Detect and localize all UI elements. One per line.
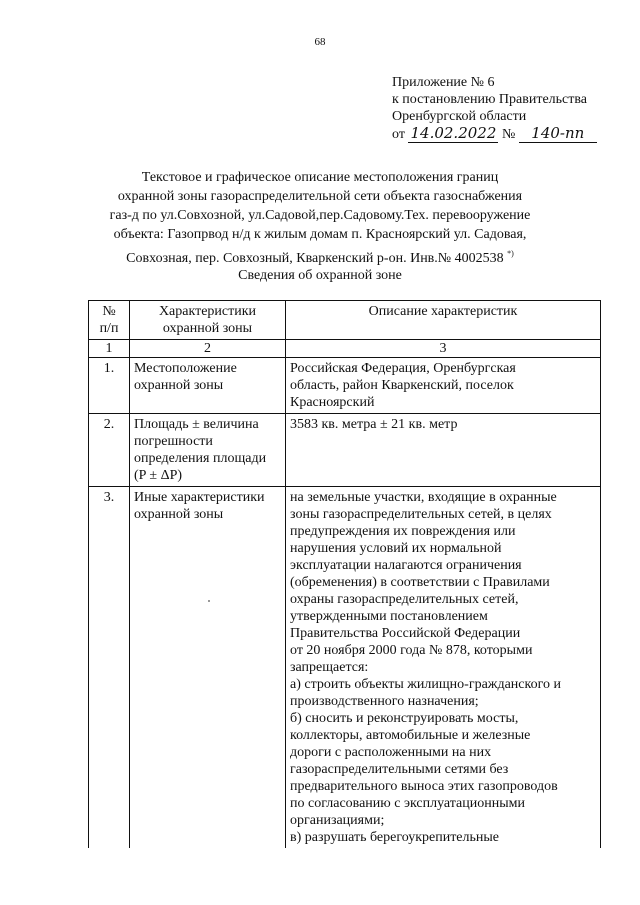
row-description-cell-line: на земельные участки, входящие в охранные [290,490,557,505]
title-line: охранной зоны газораспределительной сети объекта газоснабжения [117,189,523,204]
table-row [89,414,601,487]
appendix-header [392,74,597,143]
row-characteristic-cell-line: Иные характеристики [134,490,265,505]
row-characteristic-cell-line: определения площади [134,451,267,466]
handwritten-date: 14.02.2022 [408,125,498,143]
row-characteristic-cell [130,487,286,849]
table-header-row [89,301,601,340]
row-description-cell-line: нарушения условий их нормальной [290,541,502,556]
document-title [80,168,560,268]
row-number-cell [89,358,130,414]
appendix-line: Оренбургской области [392,109,527,124]
column-number-cell [130,340,286,358]
row-description-cell-line: газораспределительными сетями без [290,762,509,777]
footnote-mark: *) [507,249,514,258]
appendix-date-number-line [392,125,597,143]
table-column-numbers-row [89,340,601,358]
from-label: от [392,127,405,142]
header-cell-number [89,301,130,340]
row-description-cell-line: организациями; [290,813,385,828]
header-cell-characteristic-line: охранной зоны [162,321,253,336]
row-characteristic-cell [130,414,286,487]
title-line-last [80,244,560,268]
row-description-cell-line: запрещается: [290,660,369,675]
handwritten-number: 140-пп [519,125,597,143]
column-number-cell-line: 1 [105,341,113,356]
appendix-line: Приложение № 6 [392,75,495,90]
row-number-cell-line: 1. [103,361,115,376]
row-description-cell-line: от 20 ноября 2000 года № 878, которыми [290,643,533,658]
title-line: объекта: Газопрвод н/д к жилым домам п. Красноярский ул. Садовая, [113,227,527,242]
header-cell-description-line: Описание характеристик [368,304,518,319]
row-description-cell-line: Российская Федерация, Оренбургская [290,361,516,376]
row-number-cell [89,414,130,487]
row-description-cell-line: б) сносить и реконструировать мосты, [290,711,519,726]
row-characteristic-cell-line: погрешности [134,434,213,449]
row-description-cell-line: зоны газораспределительных сетей, в целях [290,507,552,522]
row-number-cell-line: 2. [103,417,115,432]
row-description-cell-line: коллекторы, автомобильные и железные [290,728,531,743]
title-line: газ-д по ул.Совхозной, ул.Садовой,пер.Садовому.Тех. перевооружение [109,208,531,223]
section-subtitle: Сведения об охранной зоне [238,268,402,283]
table-body [89,301,601,849]
header-cell-characteristic-line: Характеристики [158,304,257,319]
row-number-cell [89,487,130,849]
row-description-cell-line: охраны газораспределительных сетей, [290,592,519,607]
row-description-cell-line: 3583 кв. метра ± 21 кв. метр [290,417,458,432]
header-cell-number-line: п/п [99,321,119,336]
row-description-cell-line: производственного назначения; [290,694,479,709]
row-description-cell-line: утвержденными постановлением [290,609,488,624]
row-description-cell-line: (обременения) в соответствии с Правилами [290,575,550,590]
row-description-cell-line: Правительства Российской Федерации [290,626,521,641]
row-description-cell-line: дороги с расположенными на них [290,745,492,760]
row-description-cell-line: эксплуатации налагаются ограничения [290,558,522,573]
title-line-text: Совхозная, пер. Совхозный, Кваркенский р-он. Инв.№ 4002538 [126,251,504,266]
table-row [89,487,601,849]
row-description-cell-line: по согласованию с эксплуатационными [290,796,525,811]
row-characteristic-cell-line: охранной зоны [134,507,224,522]
header-cell-description [286,301,601,340]
row-description-cell-line: предварительного выноса этих газопроводов [290,779,558,794]
row-description-cell-line: область, район Кваркенский, поселок [290,378,514,393]
row-characteristic-cell-line: (P ± ΔP) [134,468,183,483]
number-label: № [501,127,516,142]
row-description-cell [286,414,601,487]
page-number: 68 [314,36,326,48]
title-line: Текстовое и графическое описание местоположения границ [141,170,499,185]
column-number-cell-line: 2 [204,341,211,356]
row-description-cell [286,358,601,414]
protection-zone-table [88,300,601,848]
column-number-cell-line: 3 [439,341,447,356]
row-description-cell-line: Красноярский [290,395,375,410]
column-number-cell [89,340,130,358]
scan-speck [208,600,210,602]
row-characteristic-cell-line: Площадь ± величина [134,417,259,432]
header-cell-characteristic [130,301,286,340]
row-description-cell-line: а) строить объекты жилищно-гражданского и [290,677,561,692]
row-description-cell-line: в) разрушать берегоукрепительные [290,830,500,845]
row-characteristic-cell [130,358,286,414]
appendix-line: к постановлению Правительства [392,92,588,107]
row-number-cell-line: 3. [103,490,115,505]
row-characteristic-cell-line: Местоположение [134,361,237,376]
row-characteristic-cell-line: охранной зоны [134,378,224,393]
row-description-cell [286,487,601,849]
header-cell-number-line: № [102,304,116,319]
column-number-cell [286,340,601,358]
row-description-cell-line: предупреждения их повреждения или [290,524,516,539]
table-row [89,358,601,414]
